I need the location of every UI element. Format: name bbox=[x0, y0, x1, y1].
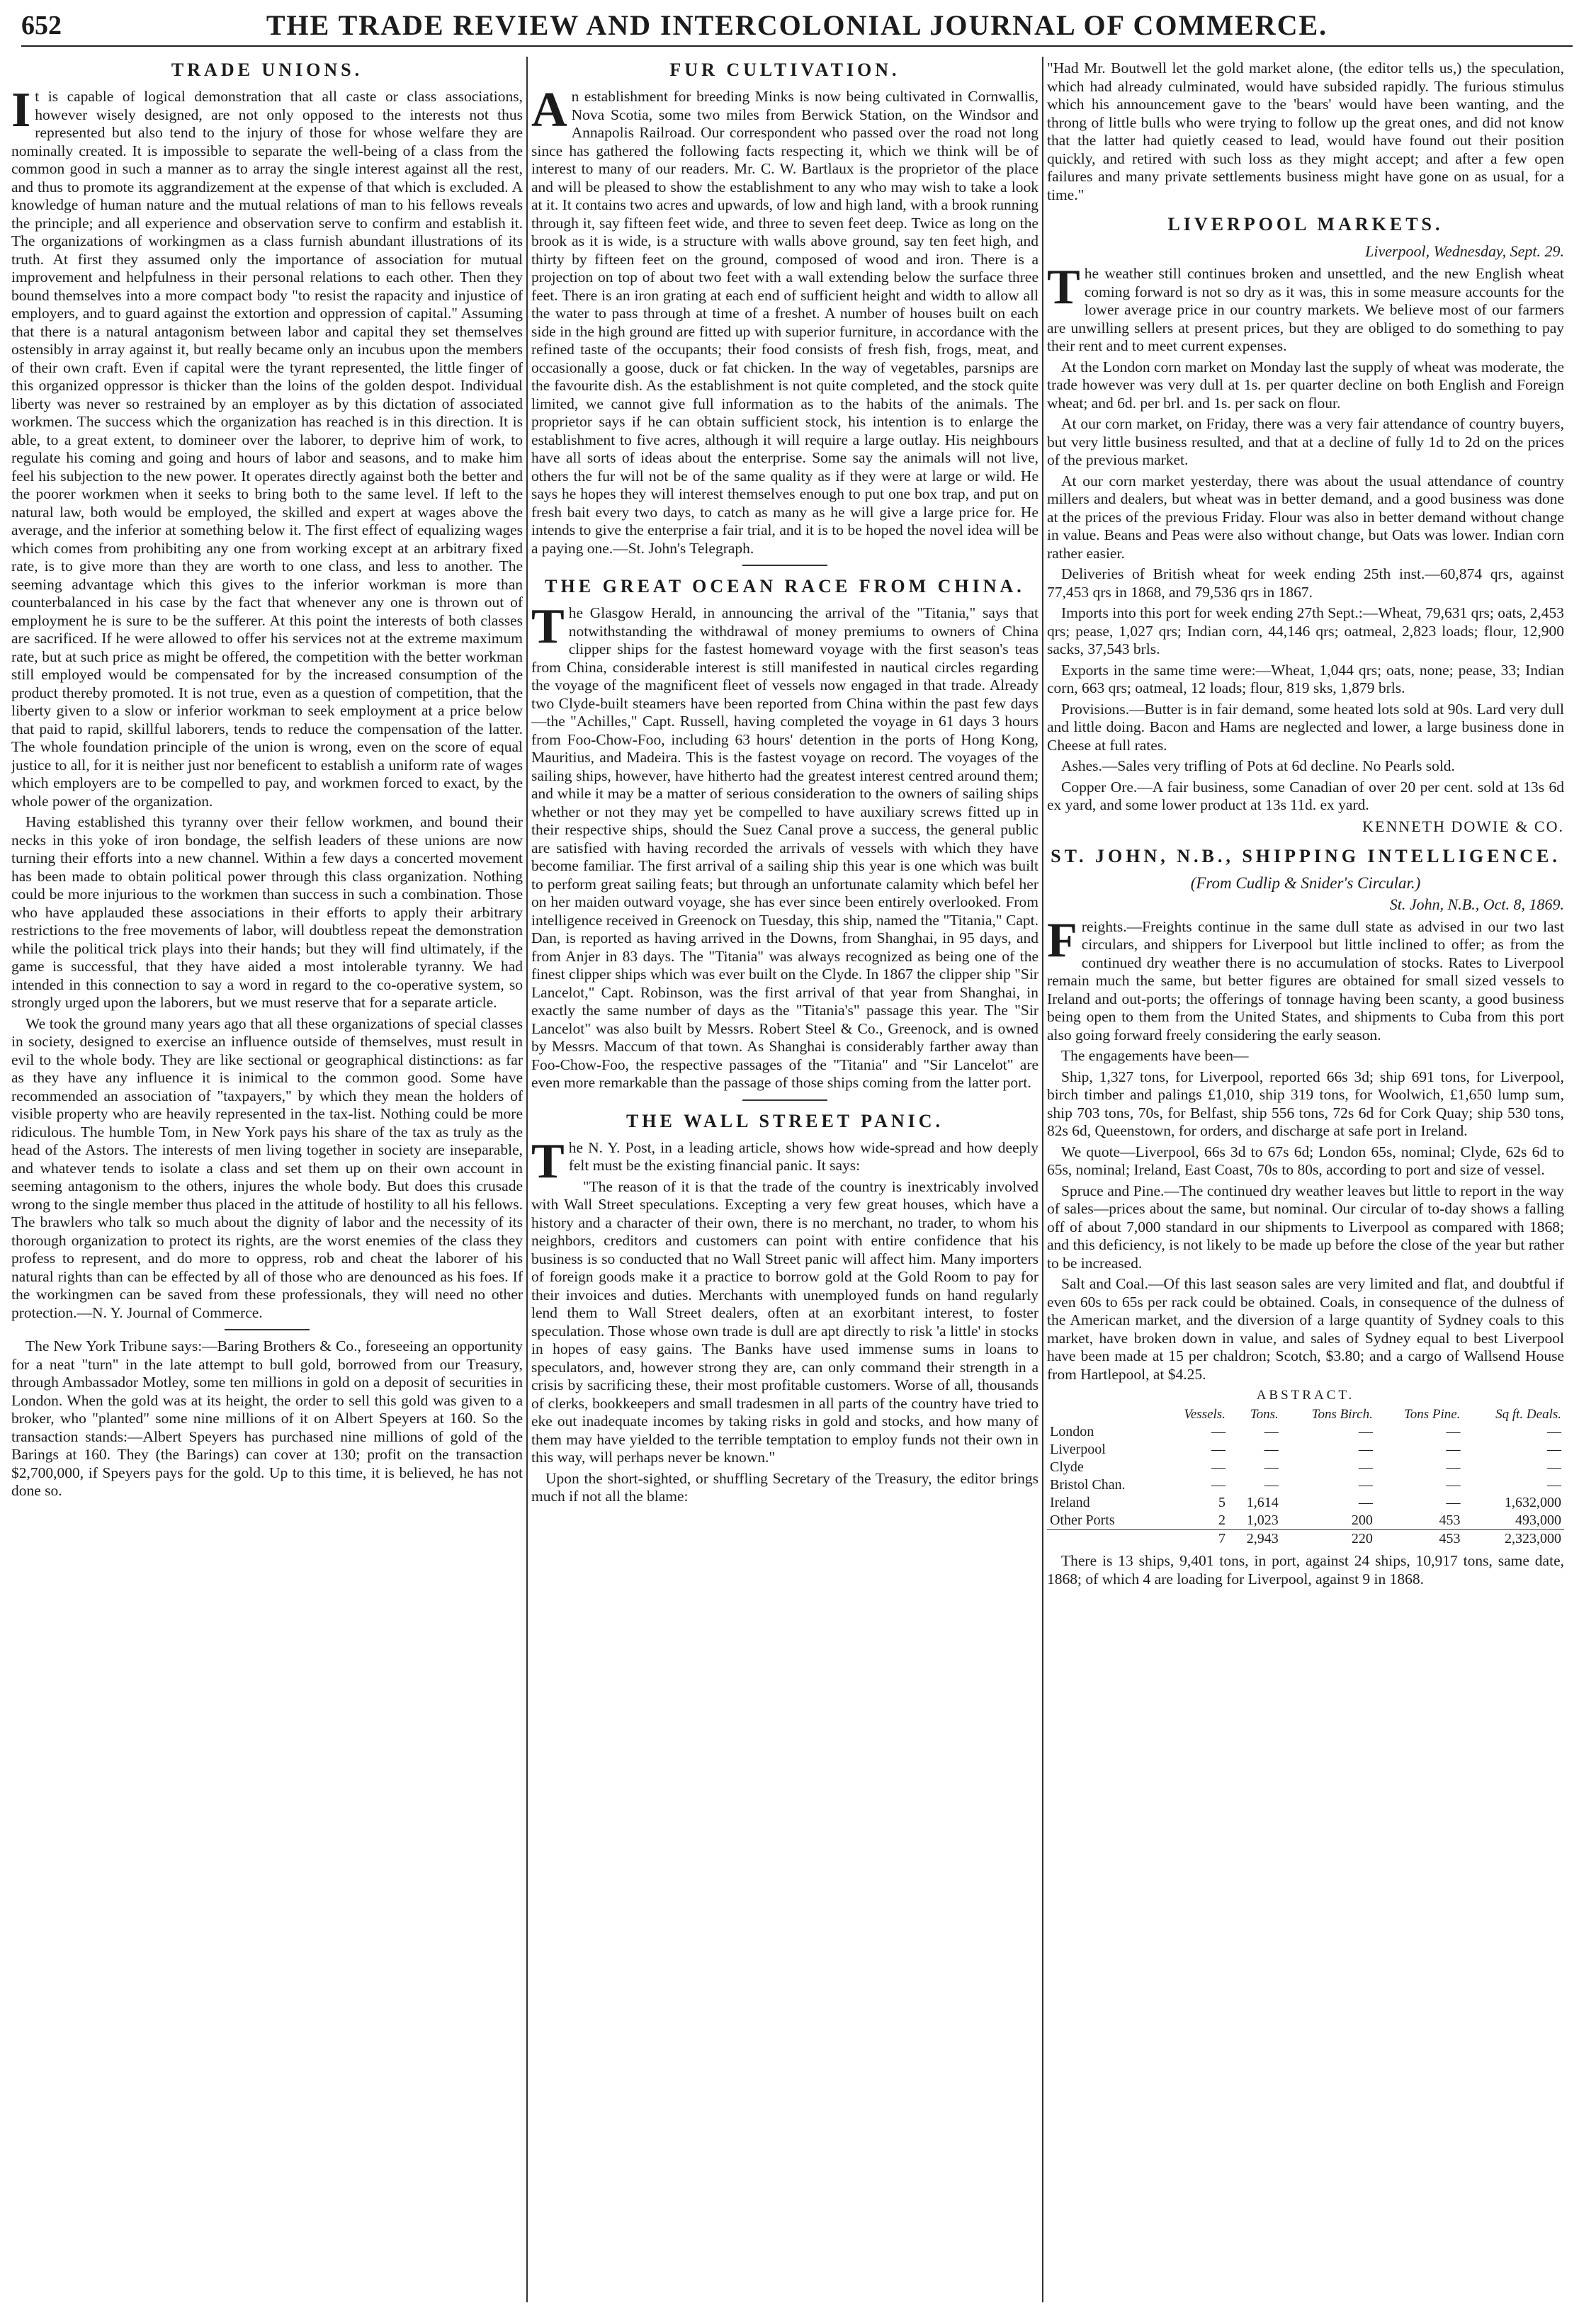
table-row bbox=[1047, 1476, 1564, 1494]
table-header bbox=[1047, 1406, 1162, 1423]
table-cell: 7 bbox=[1162, 1530, 1228, 1549]
article-shipping-intelligence bbox=[1047, 846, 1564, 1589]
article-paragraph: Deliveries of British wheat for week ending 25th inst.—60,874 qrs, against 77,453 qrs in 1868, and 79,536 qrs in 1867. bbox=[1047, 565, 1564, 601]
article-paragraph: At our corn market yesterday, there was about the usual attendance of country millers and dealers, but wheat was in better demand, and a good business was done at the prices of the previous Friday. Flour was also in better demand without change in value. Beans and Peas were also without change, but Oats was lower. Indian corn rather easier. bbox=[1047, 472, 1564, 562]
column-2 bbox=[531, 60, 1038, 2298]
article-paragraph: It is capable of logical demonstration that all caste or class associations, however wisely designed, are not only opposed to the interests not thus represented but also tend to the injury of those for whose welfare they are nominally created. It is impossible to separate the well-being of a class from the common good in such a manner as to array the single interest against all the rest, and thus to promote its aggrandizement at the expense of that which is excluded. A knowledge of human nature and the mutual relations of man to his fellows reveals the principle; and all experience and observation serve to confirm and establish it. The organizations of workingmen as a class furnish abundant illustrations of its truth. At first they assumed only the importance of association for mutual improvement and helpfulness in their personal relations to each other. Then they bound themselves into a more compact body "to resist the rapacity and injustice of employers, and to guard against the extortion and oppression of capital." Assuming that there is a natural antagonism between labor and capital they set themselves ostensibly in array against it, but really became only an incubus upon the members of their own craft. Even if capital were the tyrant represented, the little finger of this organized oppressor is thicker than the loins of the golden despot. Individual liberty was never so restrained by an employer as by this dictation of associated workmen. The success which the organization has reached is in this direction. It is able, to a great extent, to domineer over the laborer, to deprive him of work, to regulate his coming and going and hours of labor and seasons, and to make him feel his subjection to the new power. It operates directly against both the better and the poorer workmen when it seeks to bring both to the same level. If left to the natural law, both would be employed, the skilled and expert at wages above the average, and the inferior at something below it. The first effect of equalizing wages which comes from prohibiting any one from working except at an arbitrary fixed rate, is to give more than they are worth to one class, and less to another. The seeming advantage which this gives to the inferior workman is more than counterbalanced in his case by the fact that whenever any one is thrown out of employment he is sure to be the sufferer. At this point the interests of both classes are sacrificed. If he were allowed to offer his services not at the extreme maximum rate, but at such price as might be offered, the competition with the better workman still employed would be compensated for by the increased consumption of the product thereby promoted. It is not true, even as a question of competition, that the liberty given to a slow or inferior workman to seek employment at a price below that paid to rapid, skillful laborers, tends to reduce the compensation of the latter. The whole foundation principle of the union is wrong, even on the score of equal justice to all, for it is neither just nor beneficent to establish a uniform rate of wages which employers are to be compelled to pay, and workmen forced to exact, by the whole power of the organization. bbox=[11, 83, 523, 810]
table-cell: — bbox=[1211, 1442, 1226, 1457]
table-row bbox=[1047, 1494, 1564, 1512]
masthead-title: THE TRADE REVIEW AND INTERCOLONIAL JOURNAL OF COMMERCE. bbox=[266, 9, 1328, 41]
dateline: Liverpool, Wednesday, Sept. 29. bbox=[1365, 242, 1564, 260]
table-cell: 2,323,000 bbox=[1464, 1530, 1565, 1549]
table-cell: 1,023 bbox=[1246, 1512, 1279, 1528]
article-paragraph: Copper Ore.—A fair business, some Canadian of over 20 per cent. sold at 13s 6d ex yard, and some lower product at 13s 11d. ex yard. bbox=[1047, 778, 1564, 813]
article-paragraph: Exports in the same time were:—Wheat, 1,044 qrs; oats, none; pease, 33; Indian corn, 663 qrs; oatmeal, 12 loads; flour, 819 sks, 1,879 brls. bbox=[1047, 661, 1564, 696]
divider bbox=[742, 1099, 827, 1101]
abstract-title: ABSTRACT. bbox=[1256, 1388, 1355, 1403]
article-paragraph: The engagements have been— bbox=[1061, 1047, 1249, 1064]
table-row bbox=[1047, 1423, 1564, 1441]
table-cell: 2,943 bbox=[1228, 1530, 1281, 1549]
table-row bbox=[1047, 1459, 1564, 1476]
table-cell: Clyde bbox=[1050, 1459, 1084, 1475]
table-header: Sq ft. Deals. bbox=[1495, 1407, 1561, 1422]
article-paragraph: The weather still continues broken and unsettled, and the new English wheat coming forward is not so dry as it was, this in some measure accounts for the lower average price in our country markets. We believe most of our farmers are unwilling sellers at present prices, but they are obliged to do something to pay their rent and to meet current expenses. bbox=[1047, 260, 1564, 354]
table-cell: — bbox=[1547, 1459, 1561, 1475]
table-row bbox=[1047, 1512, 1564, 1530]
table-cell: — bbox=[1446, 1459, 1461, 1475]
table-header-row bbox=[1047, 1406, 1564, 1423]
page-header bbox=[21, 4, 1573, 47]
table-cell: — bbox=[1547, 1442, 1561, 1457]
table-cell: 200 bbox=[1351, 1512, 1373, 1528]
table-cell: — bbox=[1211, 1477, 1226, 1493]
article-paragraph: The N. Y. Post, in a leading article, shows how wide-spread and how deeply felt must be the existing financial panic. It says: bbox=[531, 1133, 1038, 1189]
table-total-row bbox=[1047, 1530, 1564, 1549]
article-trade-unions bbox=[11, 60, 523, 1500]
table-cell: — bbox=[1264, 1477, 1279, 1493]
table-body bbox=[1047, 1423, 1564, 1548]
article-paragraph: Having established this tyranny over their fellow workmen, and bound their necks in this yoke of iron bondage, the selfish leaders of these unions are now turning their efforts into a new channel. Within a few days a concerted movement has been made to obtain political power through this class organization. Nothing could be more injurious to the workmen than success in such a combination. Those who have applauded these associations in their efforts to apply their arbitrary restrictions to the free movements of labor, will doubtless repeat the demonstration while the political trick plays into their hands; but they will find ultimately, if the game is successful, that they have aided a most intolerable tyranny. We had intended in this connection to say a word in regard to the co-operative system, so strongly urged upon the laborers, but we must reserve that for a separate article. bbox=[11, 813, 523, 1011]
article-paragraph: Provisions.—Butter is in fair demand, some heated lots sold at 90s. Lard very dull and little doing. Bacon and Hams are neglected and lower, a large business done in Cheese at full rates. bbox=[1047, 700, 1564, 754]
closing-paragraph: There is 13 ships, 9,401 tons, in port, against 24 ships, 10,917 tons, same date, 1868; of which 4 are loading for Liverpool, against 9 in 1868. bbox=[1047, 1552, 1564, 1588]
table-cell: — bbox=[1446, 1442, 1461, 1457]
table-cell: — bbox=[1358, 1495, 1373, 1510]
table-cell: London bbox=[1050, 1424, 1094, 1439]
table-cell: — bbox=[1547, 1477, 1561, 1493]
article-title: LIVERPOOL MARKETS. bbox=[1167, 214, 1444, 234]
article-paragraph: At the London corn market on Monday last the supply of wheat was moderate, the trade however was very dull at 1s. per quarter decline on both English and Foreign wheat; and 6d. per brl. and 1s. per sack on flour. bbox=[1047, 358, 1564, 412]
article-paragraph: "The reason of it is that the trade of the country is inextricably involved with Wall Street speculations. Excepting a very few great houses, which have a history and a character of their own, there is no merchant, no trader, to whom his neighbors, creditors and customers can point with entire confidence that his business is so conducted that no Wall Street panic will affect him. Many importers of foreign goods make it a practice to borrow gold at the Gold Room to pay for their invoices and duties. Merchants with unemployed funds on hand regularly lend them to Wall Street dealers, often at an exorbitant interest, to foster speculation. Those whose own trade is dull are apt directly to risk 'a little' in stocks in hopes of easy gains. The Banks have used immense sums in loans to speculators, and, however strong they are, can only command their strength in a crisis by sacrificing these, their most profitable customers. Worse of all, thousands of clerks, bookkeepers and small tradesmen in all parts of the country have tried to eke out inadequate incomes by taking risks in gold and stocks, and how many of them may have yielded to the terrible temptation to employ funds not their own in this way, will perhaps never be known." bbox=[531, 1177, 1038, 1466]
table-cell: — bbox=[1547, 1424, 1561, 1439]
signature: KENNETH DOWIE & CO. bbox=[1362, 817, 1564, 835]
article-paragraph: Salt and Coal.—Of this last season sales are very limited and flat, and doubtful if even 60s to 65s per rack could be obtained. Coals, in consequence of the dulness of the American market, and the diversion of a large quantity of Sydney coals to this market, have broken down in value, and sales of Sydney equal to best Liverpool have been made at 15 per chaldron; Scotch, $3.80; and a cargo of Wallsend House from Hartlepool, at $4.25. bbox=[1047, 1275, 1564, 1383]
column-rule bbox=[526, 57, 528, 2302]
table-cell: — bbox=[1358, 1424, 1373, 1439]
article-fur-cultivation bbox=[531, 60, 1038, 558]
column-rule bbox=[1042, 57, 1043, 2302]
article-paragraph: The Glasgow Herald, in announcing the arrival of the "Titania," says that notwithstanding the withdrawal of money premiums to owners of China clipper ships for the fastest homeward voyage with the first season's teas from China, considerable interest is still manifested in nautical circles regarding the voyage of the magnificent fleet of vessels now engaged in that trade. Already two Clyde-built steamers have been reported from China within the past few days—the "Achilles," Capt. Russell, having completed the voyage in 61 days 3 hours from Foo-Chow-Foo, including 63 hours' detention in the ports of Hong Kong, Mauritius, and Madeira. This is the fastest voyage on record. The voyages of the sailing ships, however, have hitherto had the greatest interest centred around them; and while it may be a matter of serious consideration to the owners of sailing ships whether or not they may yet be compelled to have auxiliary screws fitted up in their respective ships, should the Suez Canal prove a success, the general public are satisfied with having recorded the arrivals of vessels with which they have become familiar. The first arrival of a sailing ship this year is one which was built to perform great sailing feats; but through an unfortunate calamity which befel her on her maiden outward voyage, she has ever since been entirely overlooked. From intelligence received in Greenock on Tuesday, this ship, named the "Titania," Capt. Dan, is reported as having arrived in the Downs, from Shanghai, in 95 days, and from Anjer in 83 days. The "Titania" was always recognized as being one of the finest clipper ships which was ever built on the Clyde. In 1867 the clipper ship "Sir Lancelot," Capt. Robinson, was the first arrival of that year from Shanghai, in exactly the same number of days as the "Titania's" passage this year. The "Sir Lancelot" was also built by Messrs. Robert Steel & Co., Greenock, and is owned by Messrs. Maccum of that town. As Shanghai is considerably farther away than Foo-Chow-Foo, the respective passages of the "Titania" and "Sir Lancelot" are even more remarkable than the passage of those ships coming from the latter port. bbox=[531, 599, 1038, 1091]
table-cell: — bbox=[1358, 1477, 1373, 1493]
table-cell: — bbox=[1446, 1477, 1461, 1493]
divider bbox=[225, 1329, 310, 1330]
table-cell: 493,000 bbox=[1515, 1512, 1561, 1528]
table-cell: Bristol Chan. bbox=[1050, 1477, 1126, 1493]
table-cell: 5 bbox=[1218, 1495, 1226, 1510]
abstract-table bbox=[1047, 1406, 1564, 1548]
page-number: 652 bbox=[21, 11, 62, 40]
article-paragraph: "Had Mr. Boutwell let the gold market alone, (the editor tells us,) the speculation, which had already culminated, would have subsided rapidly. The furious stimulus which his announcement gave to the 'bears' would have been wanting, and the throng of little bulls who were trying to follow up the great ones, and did not know that the latter had quietly ceased to lead, would have found out their position quickly, and retired with such loss as they might accept; and after a few open failures and many private settlements business might have gone on as usual, for a time." bbox=[1047, 60, 1564, 203]
table-header: Tons Pine. bbox=[1403, 1407, 1461, 1422]
table-cell: 2 bbox=[1218, 1512, 1226, 1528]
article-paragraph: At our corn market, on Friday, there was a very fair attendance of country buyers, but very little business resulted, and that at a decline of fully 1d to 2d on the prices of the previous market. bbox=[1047, 415, 1564, 468]
article-paragraph: Freights.—Freights continue in the same dull state as advised in our two last circulars, and shippers for Liverpool but little inclined to offer; as from the continued dry weather there is no accumulation of stocks. Rates to Liverpool remain much the same, but better figures are obtained for small sized vessels to Ireland and out-ports; the offerings of tonnage having been scanty, a good business being open to them from the United States, and shipments to Cuba from this port also going forward freely considering the early season. bbox=[1047, 912, 1564, 1043]
table-cell: 220 bbox=[1281, 1530, 1376, 1549]
table-cell: Other Ports bbox=[1050, 1512, 1115, 1528]
article-ocean-race bbox=[531, 576, 1038, 1092]
article-paragraph: Upon the short-sighted, or shuffling Secretary of the Treasury, the editor brings much if not all the blame: bbox=[531, 1469, 1038, 1505]
article-title: ST. JOHN, N.B., SHIPPING INTELLIGENCE. bbox=[1051, 845, 1561, 866]
table-cell: — bbox=[1446, 1495, 1461, 1510]
table-cell: — bbox=[1211, 1459, 1226, 1475]
article-wall-street-continued bbox=[1047, 60, 1564, 204]
table-cell: Liverpool bbox=[1050, 1442, 1106, 1457]
article-subtitle: (From Cudlip & Snider's Circular.) bbox=[1190, 873, 1421, 892]
table-header: Tons Birch. bbox=[1311, 1407, 1373, 1422]
divider bbox=[742, 565, 827, 566]
table-cell: Ireland bbox=[1050, 1495, 1090, 1510]
article-paragraph: Ashes.—Sales very trifling of Pots at 6d decline. No Pearls sold. bbox=[1061, 757, 1455, 774]
article-paragraph: Imports into this port for week ending 27th Sept.:—Wheat, 79,631 qrs; oats, 2,453 qrs; pease, 1,027 qrs; Indian corn, 44,146 qrs; oatmeal, 2,823 loads; flour, 12,900 sacks, 37,543 brls. bbox=[1047, 604, 1564, 657]
article-paragraph: The New York Tribune says:—Baring Brothers & Co., foreseeing an opportunity for a neat "turn" in the late attempt to bull gold, borrowed from our Treasury, through Ambassador Motley, some ten millions in gold on a deposit of securities in London. When the gold was at its height, the order to sell this gold was given to a broker, who "planted" some nine millions of it on Albert Speyers at 160. So the transaction stands:—Albert Speyers has purchased nine millions of gold of the Barings at 160. They (the Barings) can cover at 130; profit on the transaction $2,700,000, if Speyers pays for the gold. Up to this time, it is believed, he has not done so. bbox=[11, 1337, 523, 1499]
table-cell: — bbox=[1358, 1459, 1373, 1475]
article-title: TRADE UNIONS. bbox=[171, 60, 363, 80]
article-wall-street bbox=[531, 1111, 1038, 1506]
article-paragraph: An establishment for breeding Minks is now being cultivated in Cornwallis, Nova Scotia, some two miles from Berwick Station, on the Windsor and Annapolis Railroad. Our correspondent who passed over the road not long since has gathered the following facts respecting it, which we think will be of interest to many of our readers. Mr. C. W. Bartlaux is the proprietor of the place and will be pleased to show the establishment to any who may wish to take a look at it. It contains two acres and upwards, of low and high land, with a brook running through it, say fifteen feet wide, and three to seven feet deep. Twice as long on the brook as it is wide, is a structure with walls above ground, say ten feet high, and thirty by fifteen feet on the ground, composed of wood and iron. There is a projection on top of about two feet with a wall extending below the surface three feet. There is an iron grating at each end of sufficient height and width to allow all the water to pass through at time of a freshet. A number of houses built on each side in the high ground are fitted up with superior furniture, in accordance with the refined taste of the occupants; their food consists of fresh fish, frogs, meat, and occasionally a goose, duck or fat chicken. In the way of vegetables, parsnips are the favourite dish. As the establishment is not quite completed, and the stock quite limited, we cannot give full information as to the habits of the animals. The proprietor says if he can obtain sufficient stock, his intention is to enlarge the establishment to five acres, although it will require a large outlay. His neighbours have all sorts of ideas about the enterprise. Some say the animals will not live, others the fur will not be of the same quality as if they were at large or wild. He says he hopes they will interest themselves enough to put one box trap, and put on fresh bait every two days, to catch as many as he will give a large price for. He intends to give the enterprise a fair trial, and it is to be hoped the novel idea will be a paying one.—St. John's Telegraph. bbox=[531, 83, 1038, 557]
table-row bbox=[1047, 1441, 1564, 1459]
table-cell: — bbox=[1264, 1442, 1279, 1457]
table-header: Tons. bbox=[1250, 1407, 1279, 1422]
column-3 bbox=[1047, 60, 1564, 2298]
article-title: THE WALL STREET PANIC. bbox=[626, 1110, 944, 1131]
article-paragraph: Ship, 1,327 tons, for Liverpool, reported 66s 3d; ship 691 tons, for Liverpool, birch timber and palings £1,010, ship 319 tons, for Woolwich, £1,650 lump sum, ship 703 tons, 70s, for Belfast, ship 556 tons, 72s 6d for Cork Quay; ship 530 tons, 82s 6d, Queenstown, for orders, and discharge at safe port in Ireland. bbox=[1047, 1068, 1564, 1139]
table-cell: 453 bbox=[1439, 1512, 1461, 1528]
table-cell: 1,614 bbox=[1246, 1495, 1279, 1510]
table-cell: — bbox=[1211, 1424, 1226, 1439]
article-paragraph: We took the ground many years ago that all these organizations of special classes in society, designed to exercise an influence outside of themselves, must result in evil to the whole body. They are like sectional or geographical distinctions: as far as they have any influence it is inimical to the common good. Some have recommended an association of "taxpayers," by which they mean the holders of visible property who are heavily represented in the tax-list. Nothing could be more ridiculous. The humble Tom, in New York pays his share of the tax as truly as the head of the Astors. The interests of men living together in society are inseparable, and whatever tends to isolate a class and set them up on their own account in seeming antagonism to the others, injures the whole body. But does this crusade wrong to the single member thus placed in the attitude of hostility to all his fellows. The brawlers who talk so much about the dignity of labor and the necessity of its thorough organization to protect its rights, are the worst enemies of the class they profess to represent, and do more to oppress, rob and cheat the laborer of his natural rights than can be effected by all of those who are denounced as his foes. If the workingmen can be saved from these professionals, they will need no other protection.—N. Y. Journal of Commerce. bbox=[11, 1014, 523, 1321]
dateline: St. John, N.B., Oct. 8, 1869. bbox=[1389, 895, 1564, 913]
table-cell: — bbox=[1264, 1424, 1279, 1439]
table-cell: 1,632,000 bbox=[1505, 1495, 1561, 1510]
column-1 bbox=[11, 60, 523, 2298]
table-cell: — bbox=[1264, 1459, 1279, 1475]
table-cell: — bbox=[1446, 1424, 1461, 1439]
table-cell: 453 bbox=[1376, 1530, 1464, 1549]
table-cell: — bbox=[1358, 1442, 1373, 1457]
article-liverpool-markets bbox=[1047, 214, 1564, 836]
article-paragraph: Spruce and Pine.—The continued dry weather leaves but little to report in the way of sales—prices about the same, but nominal. Our circular of to-day shows a falling off of about 7,000 standard in our shipments to Liverpool as compared with 1868; and this deficiency, is not likely to be made up before the close of the year but rather to be increased. bbox=[1047, 1182, 1564, 1272]
table-cell bbox=[1047, 1530, 1162, 1549]
article-title: THE GREAT OCEAN RACE FROM CHINA. bbox=[545, 576, 1025, 596]
article-title: FUR CULTIVATION. bbox=[669, 60, 900, 80]
table-header: Vessels. bbox=[1184, 1407, 1226, 1422]
article-paragraph: We quote—Liverpool, 66s 3d to 67s 6d; London 65s, nominal; Clyde, 62s 6d to 65s, nominal; Ireland, East Coast, 70s to 80s, according to port and size of vessel. bbox=[1047, 1143, 1564, 1178]
